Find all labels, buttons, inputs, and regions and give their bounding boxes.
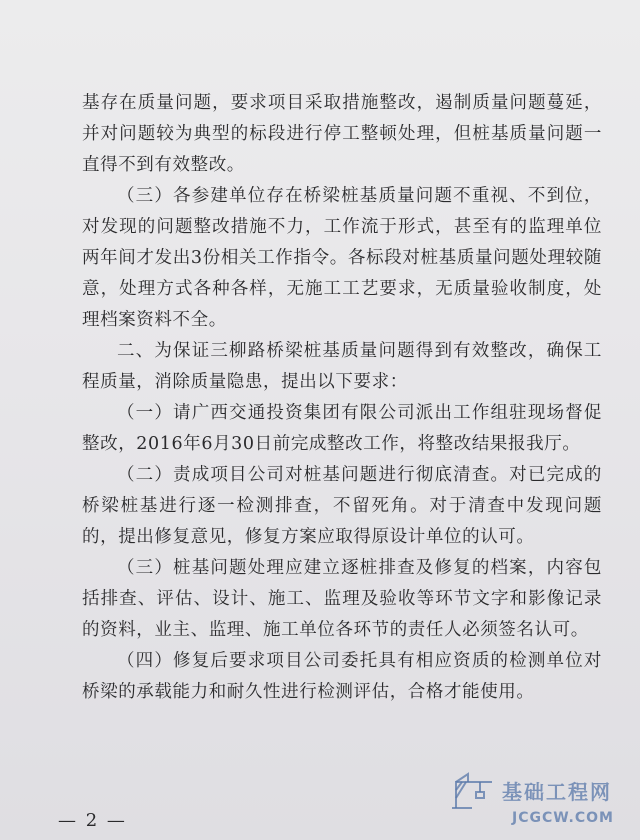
paragraph-1: 基存在质量问题，要求项目采取措施整改，遏制质量问题蔓延，并对问题较为典型的标段进行停工整顿处理，但桩基质量问题一直得不到有效整改。	[82, 93, 602, 175]
crane-logo-icon	[452, 772, 496, 812]
site-watermark	[452, 772, 632, 834]
paragraph-4: （一）请广西交通投资集团有限公司派出工作组驻现场督促整改，2016年6月30日前完成整改工作，将整改结果报我厅。	[82, 403, 602, 454]
paragraph-2: （三）各参建单位存在桥梁桩基质量问题不重视、不到位，对发现的问题整改措施不力，工作流于形式，甚至有的监理单位两年间才发出3份相关工作指令。各标段对桩基质量问题处理较随意，处理方式各种各样，无施工工艺要求，无质量验收制度，处理档案资料不全。	[82, 186, 602, 330]
paragraph-7: （四）修复后要求项目公司委托具有相应资质的检测单位对桥梁的承载能力和耐久性进行检测评估，合格才能使用。	[82, 651, 602, 702]
paragraph-3: 二、为保证三柳路桥梁桩基质量问题得到有效整改，确保工程质量，消除质量隐患，提出以下要求：	[82, 341, 602, 392]
document-body	[82, 88, 602, 708]
paragraph-5: （二）责成项目公司对桩基问题进行彻底清查。对已完成的桥梁桩基进行逐一检测排查，不留死角。对于清查中发现问题的，提出修复意见，修复方案应取得原设计单位的认可。	[82, 465, 602, 547]
page-number: — 2 —	[58, 810, 127, 831]
paragraph-6: （三）桩基问题处理应建立逐桩排查及修复的档案，内容包括排查、评估、设计、施工、监理及验收等环节文字和影像记录的资料，业主、监理、施工单位各环节的责任人必须签名认可。	[82, 558, 602, 640]
watermark-url: JCGCW.COM	[512, 810, 614, 826]
watermark-chinese: 基础工程网	[502, 780, 612, 804]
